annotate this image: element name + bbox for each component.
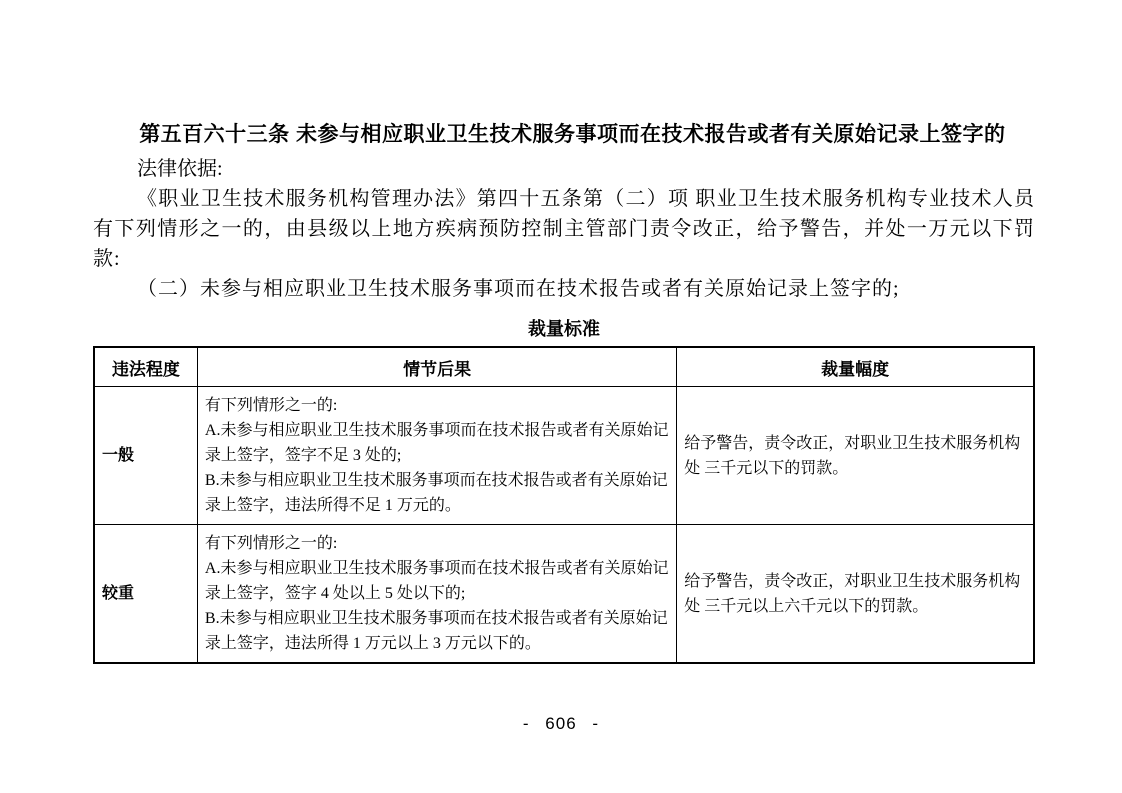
table-header-row <box>94 347 1034 387</box>
circumstances-cell <box>197 387 676 525</box>
discretion-standards-table <box>93 346 1035 664</box>
col-header-circumstances: 情节后果 <box>197 347 676 387</box>
circumstance-line: A.未参与相应职业卫生技术服务事项而在技术报告或者有关原始记录上签字，签字 4 处以上 5 处以下的; <box>204 560 669 602</box>
degree-cell: 较重 <box>94 525 197 664</box>
discretion-cell: 给予警告，责令改正，对职业卫生技术服务机构处 三千元以上六千元以下的罚款。 <box>677 525 1034 664</box>
table-title: 裁量标准 <box>528 319 600 339</box>
circumstance-line: 有下列情形之一的: <box>204 397 338 414</box>
col-header-discretion-range: 裁量幅度 <box>677 347 1034 387</box>
item-clause: （二）未参与相应职业卫生技术服务事项而在技术报告或者有关原始记录上签字的; <box>137 278 900 300</box>
page-number: - 606 - <box>522 714 600 733</box>
discretion-cell: 给予警告，责令改正，对职业卫生技术服务机构处 三千元以下的罚款。 <box>677 387 1034 525</box>
legal-basis-paragraph: 《职业卫生技术服务机构管理办法》第四十五条第（二）项 职业卫生技术服务机构专业技术人员有下列情形之一的，由县级以上地方疾病预防控制主管部门责令改正，给予警告，并处一万元以下罚款: <box>93 188 1035 270</box>
circumstance-line: B.未参与相应职业卫生技术服务事项而在技术报告或者有关原始记录上签字，违法所得不足 1 万元的。 <box>204 472 668 514</box>
circumstances-cell <box>197 525 676 664</box>
page-content <box>93 0 1035 664</box>
col-header-violation-degree: 违法程度 <box>94 347 197 387</box>
table-row <box>94 525 1034 664</box>
table-row <box>94 387 1034 525</box>
legal-basis-label: 法律依据: <box>137 158 223 180</box>
circumstance-line: A.未参与相应职业卫生技术服务事项而在技术报告或者有关原始记录上签字，签字不足 3 处的; <box>204 422 669 464</box>
article-title: 第五百六十三条 未参与相应职业卫生技术服务事项而在技术报告或者有关原始记录上签字的 <box>139 123 1006 146</box>
degree-cell: 一般 <box>94 387 197 525</box>
circumstance-line: B.未参与相应职业卫生技术服务事项而在技术报告或者有关原始记录上签字，违法所得 1 万元以上 3 万元以下的。 <box>204 610 668 652</box>
circumstance-line: 有下列情形之一的: <box>204 535 338 552</box>
